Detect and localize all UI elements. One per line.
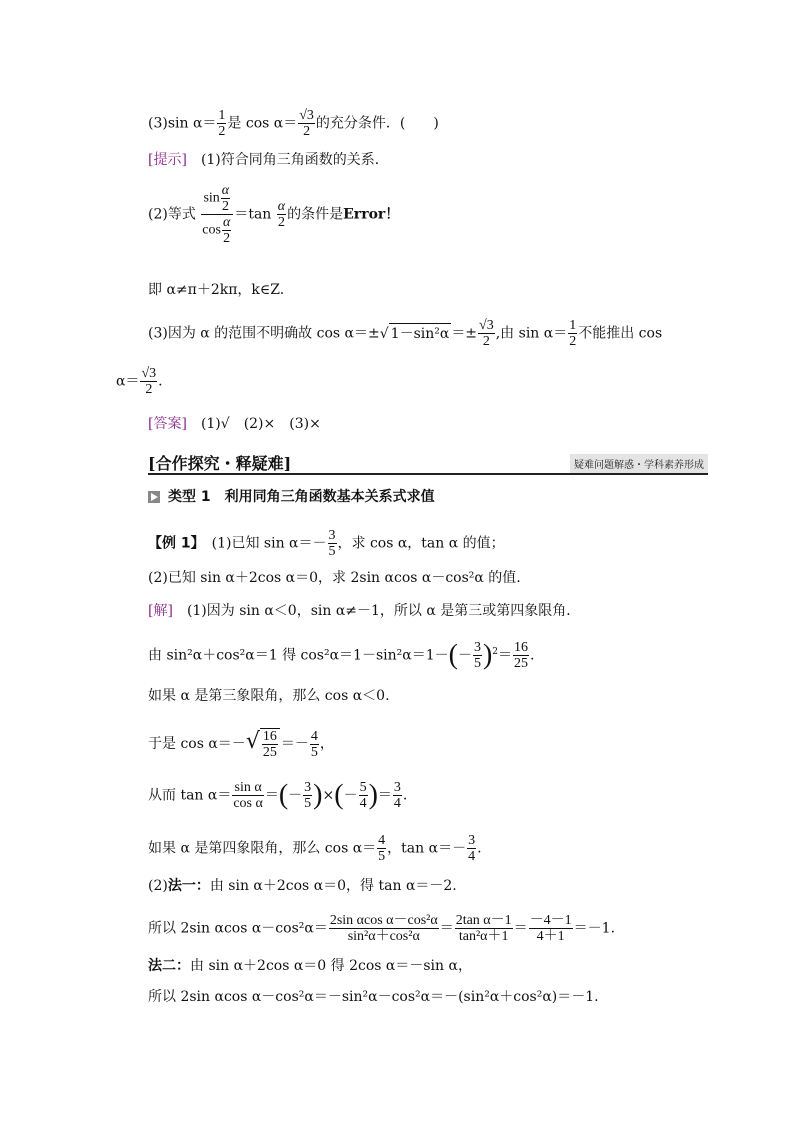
hint-tag: [提示]: [148, 152, 187, 168]
solution-tag: [解]: [148, 603, 173, 619]
answer-line: [答案] (1)√ (2)× (3)×: [148, 416, 321, 432]
answer-tag: [答案]: [148, 416, 187, 432]
step-4: 从而 tan α＝ $\frac{\text{sin α}}{\text{cos α}}$ ＝(－ $\frac{3}{5}$ )×(－ $\frac{5}{4}$ )＝ $\frac{3}{4}$ .: [148, 779, 408, 811]
type-heading: 类型 1 利用同角三角函数基本关系式求值: [148, 487, 435, 507]
method-2-calc: 所以 2sin αcos α－cos²α＝－sin²α－cos²α＝－(sin²α＋cos²α)＝－1.: [148, 989, 599, 1005]
play-triangle-icon: [148, 491, 160, 503]
condition-line: 即 α≠π＋2kπ，k∈Z.: [148, 282, 285, 298]
section-header: [148, 451, 708, 475]
example-tag: 【例 1】: [148, 535, 198, 552]
solution-line: [解] (1)因为 sin α＜0，sin α≠－1，所以 α 是第三或第四象限角．: [148, 603, 581, 619]
error-text: Error！: [343, 206, 400, 223]
fraction: $\frac{1}{2}$: [218, 108, 226, 139]
step-3: 于是 cos α＝－√ $\frac{16}{25}$ ＝－ $\frac{4}{5}$ ，: [148, 728, 334, 760]
section-title: [合作探究・释疑难]: [148, 454, 292, 473]
method-1-calc: 所以 2sin αcos α－cos²α＝ $\frac{\text{2sin αcos α－cos²α}}{\text{sin²α＋cos²α}}$ ＝ $\frac{\text{2tan α－1}}{\text{tan²α＋1}}$ ＝ $\frac{-4-1}{4+1}$ ＝－1.: [148, 913, 616, 944]
method-1: (2)法一：由 sin α＋2cos α＝0，得 tan α＝－2.: [148, 878, 457, 894]
step-1: 由 sin²α＋cos²α＝1 得 cos²α＝1－sin²α＝1－(－ $\frac{3}{5}$ )$^2$＝ $\frac{16}{25}$ .: [148, 639, 535, 671]
step-5: 如果 α 是第四象限角，那么 cos α＝ $\frac{4}{5}$ ，tan α＝－ $\frac{3}{4}$ .: [148, 833, 482, 864]
fraction: $\frac{√3}{2}$: [299, 108, 314, 139]
example-1: 【例 1】 (1)已知 sin α＝－ $\frac{3}{5}$ ，求 cos α，tan α 的值；: [148, 528, 505, 559]
reason-line-2: α＝ $\frac{√3}{2}$ .: [116, 366, 163, 397]
section-tag: 疑难问题解惑・学科素养形成: [570, 454, 708, 473]
hint-line: [提示] (1)符合同角三角函数的关系．: [148, 152, 389, 168]
reason-line: (3)因为 α 的范围不明确故 cos α＝±√ 1－sin²α ＝± $\frac{√3}{2}$ ,由 sin α＝ $\frac{1}{2}$ 不能推出 cos: [148, 318, 663, 349]
step-2: 如果 α 是第三象限角，那么 cos α＜0.: [148, 688, 390, 704]
fraction: $\frac{\alpha}{2}$: [277, 199, 286, 230]
statement-3: (3)sin α＝ $\frac{1}{2}$ 是 cos α＝ $\frac{√3}{2}$ 的充分条件．( ): [148, 108, 439, 139]
compound-fraction: sin $\frac{\alpha}{2}$ cos $\frac{\alpha}{2}$: [201, 183, 233, 246]
example-1b: (2)已知 sin α＋2cos α＝0，求 2sin αcos α－cos²α 的值.: [148, 570, 521, 586]
method-2: 法二：由 sin α＋2cos α＝0 得 2cos α＝－sin α，: [148, 958, 472, 974]
equation-line: (2)等式 sin $\frac{\alpha}{2}$ cos $\frac{\alpha}{2}$ ＝tan $\frac{\alpha}{2}$ 的条件是Error！: [148, 183, 400, 246]
